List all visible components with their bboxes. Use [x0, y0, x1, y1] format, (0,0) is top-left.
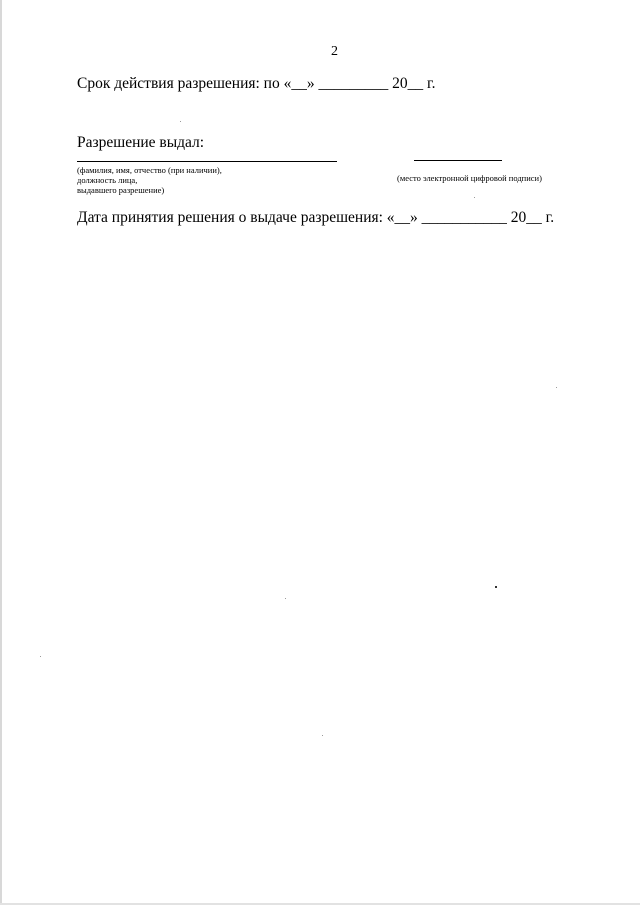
signer-name-line	[77, 161, 337, 162]
scan-speck	[180, 121, 181, 122]
signature-line	[414, 160, 502, 161]
scan-edge-left	[0, 0, 2, 905]
decision-date-line: Дата принятия решения о выдаче разрешения: «__» ___________ 20__ г.	[77, 209, 555, 226]
scan-speck	[556, 387, 557, 388]
scan-speck	[40, 656, 41, 657]
signer-caption-line-1: (фамилия, имя, отчество (при наличии),	[77, 165, 222, 175]
scan-speck	[322, 735, 323, 736]
scan-speck	[285, 598, 286, 599]
issued-by-label: Разрешение выдал:	[77, 134, 205, 151]
page-number: 2	[331, 44, 338, 59]
signer-caption	[77, 165, 222, 195]
scan-speck	[495, 586, 497, 588]
permit-validity-line: Срок действия разрешения: по «__» _________ 20__ г.	[77, 75, 436, 92]
signature-caption: (место электронной цифровой подписи)	[397, 173, 542, 183]
signer-caption-line-2: должность лица,	[77, 175, 138, 185]
signer-caption-line-3: выдавшего разрешение)	[77, 185, 165, 195]
scan-speck	[474, 197, 475, 198]
